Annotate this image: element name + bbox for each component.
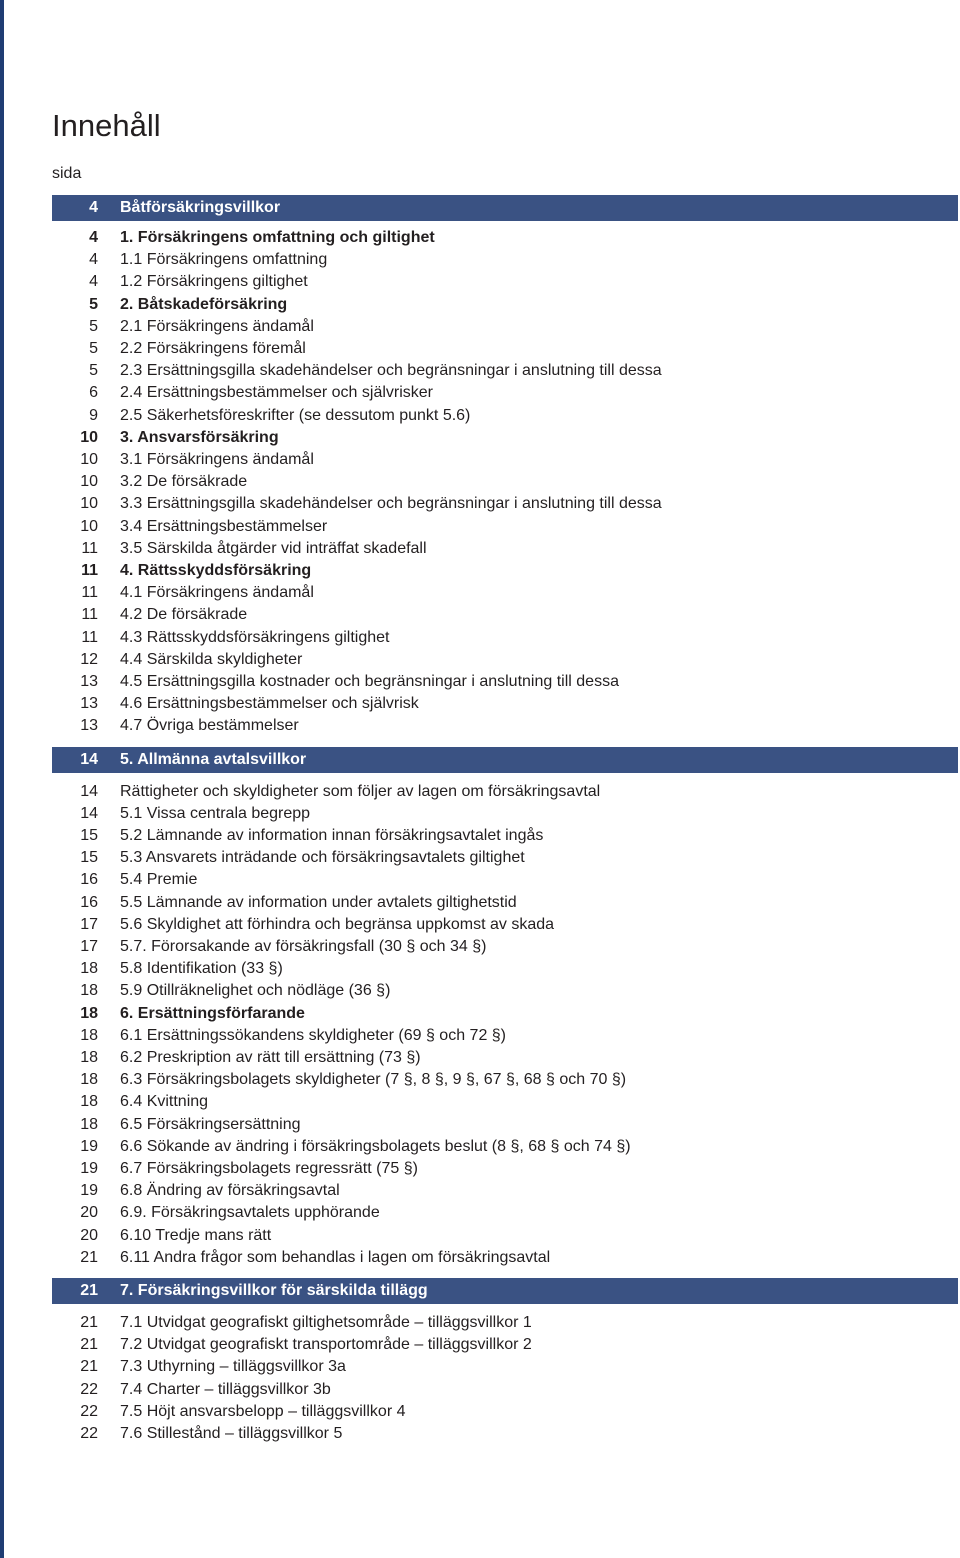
toc-page-number: 11	[81, 539, 98, 557]
toc-entry	[52, 516, 958, 538]
toc-page-number: 18	[80, 1026, 98, 1044]
toc-entry	[52, 604, 958, 626]
toc-entry	[52, 227, 958, 249]
toc-entry	[52, 671, 958, 693]
toc-page-number: 13	[80, 717, 98, 735]
toc-entry	[52, 538, 958, 560]
toc-entry	[52, 1247, 958, 1269]
toc-page-number: 11	[81, 584, 98, 602]
toc-entry-label: 5.8 Identifikation (33 §)	[120, 960, 283, 978]
toc-entry-label: 4.2 De försäkrade	[120, 606, 248, 624]
toc-entry	[52, 803, 958, 825]
toc-page-number: 10	[80, 451, 98, 468]
toc-page-number: 21	[80, 1282, 98, 1299]
toc-entry	[52, 847, 958, 869]
toc-entry-label: 7.3 Uthyrning – tilläggsvillkor 3a	[120, 1358, 346, 1376]
toc-page-number: 21	[80, 1248, 98, 1266]
toc-entry	[52, 693, 958, 715]
toc-entry	[52, 1401, 958, 1423]
toc-page-number: 19	[80, 1137, 98, 1155]
toc-entry	[52, 825, 958, 847]
toc-entry	[52, 1003, 958, 1025]
toc-entry-label: 7.1 Utvidgat geografiskt giltighetsområde – tilläggsvillkor 1	[120, 1314, 532, 1331]
toc-entry-label: 6.6 Sökande av ändring i försäkringsbolagets beslut (8 §, 68 § och 74 §)	[120, 1137, 631, 1155]
toc-entry-label: 7.6 Stillestånd – tilläggsvillkor 5	[120, 1425, 343, 1442]
toc-page-number: 5	[89, 340, 98, 357]
toc-entry	[52, 649, 958, 671]
table-of-contents	[52, 0, 958, 1558]
toc-entry	[52, 1091, 958, 1113]
toc-page-number: 6	[89, 384, 98, 402]
toc-entry	[52, 560, 958, 582]
toc-page-number: 11	[81, 606, 98, 624]
toc-entry	[52, 316, 958, 338]
toc-entry-label: 3.1 Försäkringens ändamål	[120, 451, 314, 468]
toc-page-number: 18	[80, 1071, 98, 1089]
toc-entry-label: 6.4 Kvittning	[120, 1093, 209, 1111]
toc-entry-label: 4.5 Ersättningsgilla kostnader och begränsningar i anslutning till dessa	[120, 673, 619, 690]
toc-entry	[52, 294, 958, 316]
toc-entry-label: 6.2 Preskription av rätt till ersättning (73 §)	[120, 1049, 421, 1066]
toc-entry	[52, 360, 958, 382]
toc-entry-label: 3.3 Ersättningsgilla skadehändelser och begränsningar i anslutning till dessa	[120, 495, 662, 513]
toc-entry-label: 2.3 Ersättningsgilla skadehändelser och begränsningar i anslutning till dessa	[120, 362, 662, 380]
toc-entry-label: 6.7 Försäkringsbolagets regressrätt (75 §)	[120, 1160, 418, 1177]
toc-entry-label: 4. Rättsskyddsförsäkring	[120, 562, 312, 579]
toc-entry-label: 5.2 Lämnande av information innan försäkringsavtalet ingås	[120, 827, 544, 844]
toc-entry	[52, 1158, 958, 1180]
toc-entry	[52, 382, 958, 404]
toc-page-number: 22	[80, 1380, 98, 1398]
toc-page-number: 5	[89, 317, 98, 335]
toc-entry	[52, 1379, 958, 1401]
toc-page-number: 22	[80, 1425, 98, 1442]
left-edge-rule	[0, 0, 4, 1558]
toc-entry-label: 7.2 Utvidgat geografiskt transportområde – tilläggsvillkor 2	[120, 1336, 532, 1354]
toc-entry-label: 3.5 Särskilda åtgärder vid inträffat skadefall	[120, 539, 427, 557]
toc-page-number: 4	[89, 251, 98, 269]
toc-entry-label: 2.5 Säkerhetsföreskrifter (se dessutom punkt 5.6)	[120, 406, 471, 424]
toc-entry	[52, 1180, 958, 1202]
toc-entry	[52, 892, 958, 914]
toc-entry	[52, 249, 958, 271]
toc-entry-label: 7.5 Höjt ansvarsbelopp – tilläggsvillkor 4	[120, 1402, 406, 1420]
page-column-label: sida	[52, 165, 82, 182]
toc-entry-label: 2.2 Försäkringens föremål	[120, 340, 306, 357]
toc-entry-label: 2. Båtskadeförsäkring	[120, 295, 288, 313]
toc-entry-label: Rättigheter och skyldigheter som följer av lagen om försäkringsavtal	[120, 782, 601, 800]
toc-page-number: 17	[80, 915, 98, 933]
toc-entry-label: 4.7 Övriga bestämmelser	[120, 717, 299, 735]
toc-page-number: 18	[80, 1093, 98, 1111]
toc-entry-label: 1.1 Försäkringens omfattning	[120, 251, 328, 269]
toc-page-number: 12	[80, 650, 98, 668]
toc-page-number: 14	[80, 782, 98, 800]
toc-entry	[52, 1047, 958, 1069]
toc-entry	[52, 1312, 958, 1334]
toc-entry	[52, 1423, 958, 1445]
toc-entry	[52, 1202, 958, 1224]
toc-page-number: 13	[80, 695, 98, 713]
toc-page-number: 19	[80, 1160, 98, 1177]
toc-entry-label: 4.6 Ersättningsbestämmelser och självrisk	[120, 695, 419, 713]
toc-entry-label: 5.9 Otillräknelighet och nödläge (36 §)	[120, 982, 391, 1000]
toc-entry-label: 4.3 Rättsskyddsförsäkringens giltighet	[120, 628, 390, 646]
toc-page-number: 20	[80, 1226, 98, 1244]
toc-page-number: 18	[80, 982, 98, 1000]
toc-page-number: 21	[80, 1314, 98, 1331]
toc-entry-label: 3.2 De försäkrade	[120, 473, 248, 491]
toc-page-number: 4	[89, 199, 98, 216]
toc-entry-label: 5. Allmänna avtalsvillkor	[120, 750, 307, 768]
toc-entry-label: Båtförsäkringsvillkor	[120, 199, 281, 216]
toc-entry	[52, 627, 958, 649]
toc-page-number: 11	[81, 562, 98, 579]
toc-entry-label: 5.3 Ansvarets inträdande och försäkringsavtalets giltighet	[120, 849, 525, 867]
toc-entry-label: 6.10 Tredje mans rätt	[120, 1226, 272, 1244]
toc-entry-label: 2.1 Försäkringens ändamål	[120, 317, 314, 335]
toc-entry-label: 3. Ansvarsförsäkring	[120, 428, 279, 446]
toc-entry	[52, 1025, 958, 1047]
toc-page-number: 15	[80, 827, 98, 844]
toc-page-number: 14	[80, 804, 98, 822]
page-title: Innehåll	[52, 108, 161, 143]
toc-page-number: 4	[89, 273, 98, 291]
toc-page-number: 17	[80, 938, 98, 955]
toc-entry	[52, 980, 958, 1002]
toc-entry-label: 5.1 Vissa centrala begrepp	[120, 804, 311, 822]
toc-entry	[52, 338, 958, 360]
toc-page-number: 10	[80, 517, 98, 535]
toc-entry-label: 5.6 Skyldighet att förhindra och begränsa uppkomst av skada	[120, 915, 555, 933]
toc-page-number: 18	[80, 1115, 98, 1133]
toc-page-number: 21	[80, 1336, 98, 1354]
toc-entry-label: 1. Försäkringens omfattning och giltighet	[120, 229, 435, 246]
section-band	[52, 195, 958, 221]
toc-page-number: 5	[89, 362, 98, 380]
toc-entry	[52, 1114, 958, 1136]
toc-page-number: 10	[80, 473, 98, 491]
toc-entry-label: 4.4 Särskilda skyldigheter	[120, 650, 303, 668]
toc-page-number: 13	[80, 673, 98, 690]
toc-entry	[52, 914, 958, 936]
toc-entry-label: 6.8 Ändring av försäkringsavtal	[120, 1182, 340, 1200]
toc-page-number: 10	[80, 495, 98, 513]
toc-entry-label: 5.5 Lämnande av information under avtalets giltighetstid	[120, 893, 517, 911]
toc-page-number: 18	[80, 1049, 98, 1066]
toc-entry	[52, 781, 958, 803]
toc-page-number: 11	[81, 628, 98, 646]
toc-entry-label: 6.11 Andra frågor som behandlas i lagen om försäkringsavtal	[120, 1248, 551, 1266]
toc-page-number: 16	[80, 871, 98, 889]
toc-entry	[52, 1136, 958, 1158]
toc-entry-label: 6.1 Ersättningssökandens skyldigheter (69 § och 72 §)	[120, 1026, 507, 1044]
toc-entry	[52, 471, 958, 493]
toc-page-number: 4	[89, 229, 98, 246]
section-band	[52, 1278, 958, 1304]
toc-page-number: 18	[80, 960, 98, 978]
toc-entry	[52, 405, 958, 427]
toc-page-number: 14	[80, 750, 98, 768]
toc-entry-label: 2.4 Ersättningsbestämmelser och självrisker	[120, 384, 434, 402]
toc-entry-label: 5.4 Premie	[120, 871, 198, 889]
toc-page-number: 10	[80, 428, 98, 446]
toc-entry	[52, 1356, 958, 1378]
toc-page-number: 19	[80, 1182, 98, 1200]
toc-entry-label: 6.3 Försäkringsbolagets skyldigheter (7 §, 8 §, 9 §, 67 §, 68 § och 70 §)	[120, 1071, 627, 1089]
toc-page-number: 21	[80, 1358, 98, 1376]
toc-page-number: 18	[80, 1004, 98, 1022]
toc-entry	[52, 715, 958, 737]
toc-entry	[52, 869, 958, 891]
toc-entry-label: 3.4 Ersättningsbestämmelser	[120, 517, 328, 535]
toc-entry-label: 6.5 Försäkringsersättning	[120, 1115, 301, 1133]
toc-entry	[52, 271, 958, 293]
toc-entry-label: 1.2 Försäkringens giltighet	[120, 273, 308, 291]
toc-entry	[52, 936, 958, 958]
toc-entry	[52, 1225, 958, 1247]
toc-page-number: 9	[89, 406, 98, 424]
section-band	[52, 747, 958, 773]
toc-entry-label: 6. Ersättningsförfarande	[120, 1004, 305, 1022]
toc-entry-label: 4.1 Försäkringens ändamål	[120, 584, 314, 602]
toc-page-number: 16	[80, 893, 98, 911]
toc-entry	[52, 493, 958, 515]
toc-entry	[52, 958, 958, 980]
toc-entry	[52, 582, 958, 604]
toc-page-number: 15	[80, 849, 98, 867]
toc-page-number: 5	[89, 295, 98, 313]
toc-entry-label: 6.9. Försäkringsavtalets upphörande	[120, 1204, 380, 1222]
toc-entry	[52, 427, 958, 449]
toc-page-number: 20	[80, 1204, 98, 1222]
toc-entry-label: 5.7. Förorsakande av försäkringsfall (30 § och 34 §)	[120, 938, 487, 955]
toc-entry	[52, 1069, 958, 1091]
toc-page-number: 22	[80, 1402, 98, 1420]
toc-entry	[52, 1334, 958, 1356]
toc-entry-label: 7. Försäkringsvillkor för särskilda tillägg	[120, 1282, 428, 1299]
toc-entry	[52, 449, 958, 471]
toc-entry-label: 7.4 Charter – tilläggsvillkor 3b	[120, 1380, 331, 1398]
